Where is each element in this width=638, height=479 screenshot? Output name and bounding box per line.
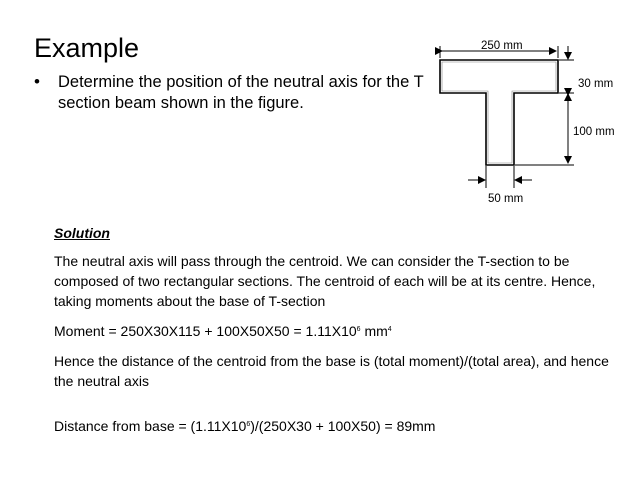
web-width-label: 50 mm [488,193,524,205]
solution-intro: The neutral axis will pass through the centroid. We can consider the T-section to be composed of two rectangular sections. The centroid of each will be at its centre. Hence, taking moments about the base of T-section [54,253,596,309]
web-height-label: 100 mm [573,126,615,138]
flange-width-label: 250 mm [481,40,523,52]
bullet-marker: • [34,72,40,91]
flange-thickness-label: 30 mm [578,78,614,90]
slide-title: Example [34,33,140,63]
t-section-diagram [426,38,626,208]
solution-heading: Solution [54,225,110,241]
moment-unit-exponent: 4 [387,326,392,333]
final-result-suffix: )/(250X30 + 100X50) = 89mm [250,418,436,434]
final-result-exponent: 6 [246,421,251,428]
t-section-outline [440,60,558,165]
t-section-inner-outline [442,62,556,163]
centroid-distance-text: Hence the distance of the centroid from the base is (total moment)/(total area), and hence the neutral axis [54,353,609,389]
moment-equation [54,321,624,341]
final-result [54,416,624,436]
solution-block [54,225,624,446]
moment-text: Moment = 250X30X115 + 100X50X50 = 1.11X10 [54,323,357,339]
moment-exponent: 6 [356,326,361,333]
bullet-text: Determine the position of the neutral axis for the T section beam shown in the figure. [58,73,424,112]
moment-unit: mm [360,323,388,339]
t-section-figure [426,38,626,208]
final-result-prefix: Distance from base = (1.11X10 [54,418,247,434]
